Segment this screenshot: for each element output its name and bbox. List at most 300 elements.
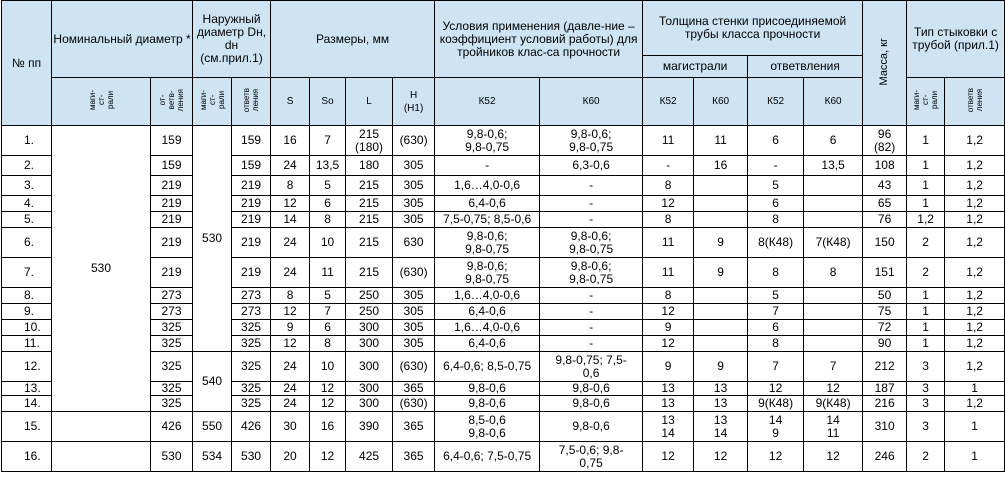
header-wall-branch-k52: К52 — [748, 78, 804, 126]
outer-branch: 273 — [232, 304, 271, 320]
condition-k60: 7,5-0,6; 9,8- 0,75 — [540, 442, 643, 472]
nominal-branch: 219 — [151, 228, 193, 258]
size-l: 215 (180) — [346, 126, 393, 156]
wall-branch-k52: 12 — [748, 442, 804, 472]
outer-main-group: 550 — [193, 412, 232, 442]
outer-branch: 530 — [232, 442, 271, 472]
size-l: 215 — [346, 258, 393, 288]
row-number: 11. — [2, 336, 52, 352]
wall-branch-k60: 7(К48) — [804, 228, 863, 258]
condition-k52: 6,4-0,6; 7,5-0,75 — [435, 442, 540, 472]
condition-k60: 9,8-0,6 — [540, 412, 643, 442]
joint-main: 1 — [907, 196, 945, 212]
table-row — [2, 156, 1005, 176]
condition-k52: 6,4-0,6; 8,5-0,75 — [435, 352, 540, 382]
wall-main-k60 — [694, 212, 748, 228]
wall-branch-k52: 7 — [748, 304, 804, 320]
size-so: 10 — [310, 228, 346, 258]
size-so: 5 — [310, 176, 346, 196]
size-h: 305 — [393, 196, 435, 212]
tees-spec-table — [1, 0, 1005, 472]
table-row — [2, 288, 1005, 304]
joint-branch: 1,2 — [945, 336, 1005, 352]
joint-branch: 1 — [945, 382, 1005, 396]
wall-main-k60 — [694, 196, 748, 212]
wall-branch-k60: 8 — [804, 258, 863, 288]
wall-branch-k60 — [804, 320, 863, 336]
header-wall-main-k52: К52 — [643, 78, 694, 126]
size-s: 30 — [271, 412, 310, 442]
wall-branch-k52: 8 — [748, 336, 804, 352]
wall-branch-k60: 9(К48) — [804, 396, 863, 412]
nominal-branch: 159 — [151, 126, 193, 156]
size-h: 305 — [393, 176, 435, 196]
condition-k60: - — [540, 288, 643, 304]
wall-branch-k52: 6 — [748, 126, 804, 156]
size-h: 630 — [393, 228, 435, 258]
joint-branch: 1,2 — [945, 212, 1005, 228]
outer-branch: 219 — [232, 176, 271, 196]
header-wall-branch: ответвления — [748, 56, 863, 78]
table-row — [2, 382, 1005, 396]
condition-k52: 9,8-0,6; 9,8-0,75 — [435, 228, 540, 258]
condition-k60: - — [540, 304, 643, 320]
size-l: 300 — [346, 382, 393, 396]
joint-branch: 1,2 — [945, 196, 1005, 212]
size-h: 305 — [393, 212, 435, 228]
outer-branch: 219 — [232, 212, 271, 228]
outer-branch: 219 — [232, 258, 271, 288]
outer-branch: 325 — [232, 352, 271, 382]
joint-branch: 1,2 — [945, 258, 1005, 288]
size-l: 250 — [346, 304, 393, 320]
size-h: 305 — [393, 336, 435, 352]
wall-main-k60: 13 — [694, 396, 748, 412]
size-s: 16 — [271, 126, 310, 156]
row-number: 13. — [2, 382, 52, 396]
size-h: 305 — [393, 156, 435, 176]
row-number: 6. — [2, 228, 52, 258]
joint-branch: 1 — [945, 412, 1005, 442]
wall-main-k60 — [694, 320, 748, 336]
wall-main-k60: 9 — [694, 258, 748, 288]
wall-branch-k60 — [804, 336, 863, 352]
mass: 72 — [863, 320, 907, 336]
joint-main: 3 — [907, 382, 945, 396]
outer-branch: 159 — [232, 126, 271, 156]
row-number: 7. — [2, 258, 52, 288]
size-l: 180 — [346, 156, 393, 176]
size-so: 13,5 — [310, 156, 346, 176]
condition-k52: 6,4-0,6 — [435, 304, 540, 320]
size-so: 11 — [310, 258, 346, 288]
size-so: 7 — [310, 126, 346, 156]
size-so: 5 — [310, 288, 346, 304]
header-nominal-main: маги- ст- рали — [52, 78, 151, 126]
header-nominal-diameter: Номинальный диаметр * — [52, 1, 193, 78]
wall-main-k52: 13 14 — [643, 412, 694, 442]
size-s: 12 — [271, 336, 310, 352]
outer-branch: 325 — [232, 382, 271, 396]
mass: 43 — [863, 176, 907, 196]
outer-branch: 426 — [232, 412, 271, 442]
wall-main-k60: 9 — [694, 352, 748, 382]
wall-branch-k52: 12 — [748, 382, 804, 396]
header-wall-main: магистрали — [643, 56, 748, 78]
wall-main-k52: 8 — [643, 288, 694, 304]
wall-main-k52: 11 — [643, 126, 694, 156]
wall-branch-k52: 6 — [748, 196, 804, 212]
mass: 246 — [863, 442, 907, 472]
table-row — [2, 442, 1005, 472]
table-row — [2, 196, 1005, 212]
size-so: 16 — [310, 412, 346, 442]
joint-main: 2 — [907, 258, 945, 288]
joint-branch: 1,2 — [945, 228, 1005, 258]
outer-branch: 273 — [232, 288, 271, 304]
wall-main-k52: 13 — [643, 396, 694, 412]
wall-main-k52: - — [643, 156, 694, 176]
header-l: L — [346, 78, 393, 126]
wall-main-k60 — [694, 288, 748, 304]
header-k52: К52 — [435, 78, 540, 126]
mass: 65 — [863, 196, 907, 212]
joint-branch: 1,2 — [945, 396, 1005, 412]
condition-k52: 6,4-0,6 — [435, 196, 540, 212]
wall-main-k52: 8 — [643, 176, 694, 196]
wall-main-k52: 8 — [643, 212, 694, 228]
size-h: 305 — [393, 304, 435, 320]
mass: 50 — [863, 288, 907, 304]
size-s: 12 — [271, 196, 310, 212]
nominal-branch: 273 — [151, 304, 193, 320]
condition-k52: 6,4-0,6 — [435, 336, 540, 352]
nominal-branch: 219 — [151, 196, 193, 212]
wall-branch-k60: 6 — [804, 126, 863, 156]
size-h: (630) — [393, 126, 435, 156]
table-row — [2, 258, 1005, 288]
nominal-branch: 325 — [151, 382, 193, 396]
condition-k52: 9,8-0,6; 9,8-0,75 — [435, 258, 540, 288]
wall-branch-k52: 8 — [748, 212, 804, 228]
size-so: 12 — [310, 442, 346, 472]
row-number: 9. — [2, 304, 52, 320]
wall-branch-k60 — [804, 212, 863, 228]
wall-branch-k52: 6 — [748, 320, 804, 336]
wall-branch-k52: 8(К48) — [748, 228, 804, 258]
nominal-branch: 219 — [151, 176, 193, 196]
outer-branch: 325 — [232, 320, 271, 336]
table-row — [2, 212, 1005, 228]
size-so: 12 — [310, 382, 346, 396]
joint-branch: 1,2 — [945, 156, 1005, 176]
size-h: 305 — [393, 320, 435, 336]
size-h: (630) — [393, 396, 435, 412]
joint-main: 1 — [907, 336, 945, 352]
header-s: S — [271, 78, 310, 126]
condition-k52: 7,5-0,75; 8,5-0,6 — [435, 212, 540, 228]
wall-main-k52: 12 — [643, 336, 694, 352]
wall-branch-k60: 7 — [804, 352, 863, 382]
nominal-branch: 219 — [151, 258, 193, 288]
wall-main-k60: 13 — [694, 382, 748, 396]
wall-branch-k52: - — [748, 156, 804, 176]
mass: 96 (82) — [863, 126, 907, 156]
condition-k52: 1,6…4,0-0,6 — [435, 320, 540, 336]
size-h: 305 — [393, 288, 435, 304]
header-npp: № пп — [2, 1, 52, 126]
size-so: 10 — [310, 352, 346, 382]
header-outer-branch: ответв ления — [232, 78, 271, 126]
header-outer-diameter: Наружный диаметр Dн, dн (см.прил.1) — [193, 1, 271, 78]
wall-branch-k60 — [804, 288, 863, 304]
mass: 310 — [863, 412, 907, 442]
wall-main-k52: 13 — [643, 382, 694, 396]
row-number: 15. — [2, 412, 52, 442]
nominal-branch: 426 — [151, 412, 193, 442]
condition-k60: 9,8-0,75; 7,5- 0,6 — [540, 352, 643, 382]
wall-main-k60: 11 — [694, 126, 748, 156]
wall-branch-k60: 13,5 — [804, 156, 863, 176]
size-l: 300 — [346, 352, 393, 382]
wall-main-k52: 9 — [643, 320, 694, 336]
joint-branch: 1,2 — [945, 288, 1005, 304]
table-row — [2, 352, 1005, 382]
row-number: 14. — [2, 396, 52, 412]
size-so: 8 — [310, 212, 346, 228]
table-row — [2, 412, 1005, 442]
nominal-branch: 325 — [151, 336, 193, 352]
wall-branch-k60: 14 11 — [804, 412, 863, 442]
outer-main-group: 540 — [193, 352, 232, 412]
wall-main-k52: 12 — [643, 442, 694, 472]
table-row — [2, 304, 1005, 320]
condition-k60: 9,8-0,6; 9,8-0,75 — [540, 228, 643, 258]
mass: 90 — [863, 336, 907, 352]
size-l: 215 — [346, 212, 393, 228]
outer-branch: 159 — [232, 156, 271, 176]
joint-main: 3 — [907, 396, 945, 412]
joint-main: 3 — [907, 352, 945, 382]
size-s: 24 — [271, 396, 310, 412]
mass: 75 — [863, 304, 907, 320]
outer-branch: 219 — [232, 196, 271, 212]
row-number: 2. — [2, 156, 52, 176]
row-number: 10. — [2, 320, 52, 336]
mass: 151 — [863, 258, 907, 288]
header-k60: К60 — [540, 78, 643, 126]
wall-main-k60: 13 14 — [694, 412, 748, 442]
nominal-branch: 273 — [151, 288, 193, 304]
nominal-main-cell — [52, 442, 151, 472]
size-h: 365 — [393, 412, 435, 442]
size-so: 6 — [310, 320, 346, 336]
condition-k60: 9,8-0,6 — [540, 382, 643, 396]
size-s: 24 — [271, 228, 310, 258]
size-l: 300 — [346, 396, 393, 412]
header-wall-branch-k60: К60 — [804, 78, 863, 126]
condition-k60: - — [540, 320, 643, 336]
header-mass: Масса, кг — [863, 1, 907, 126]
size-s: 20 — [271, 442, 310, 472]
size-l: 215 — [346, 228, 393, 258]
size-l: 300 — [346, 336, 393, 352]
mass: 150 — [863, 228, 907, 258]
nominal-branch: 530 — [151, 442, 193, 472]
condition-k60: 9,8-0,6; 9,8-0,75 — [540, 258, 643, 288]
header-h: H (H1) — [393, 78, 435, 126]
header-sizes: Размеры, мм — [271, 1, 435, 78]
wall-main-k52: 9 — [643, 352, 694, 382]
size-l: 215 — [346, 196, 393, 212]
table-row — [2, 228, 1005, 258]
condition-k52: 9,8-0,6 — [435, 396, 540, 412]
size-s: 9 — [271, 320, 310, 336]
joint-main: 3 — [907, 412, 945, 442]
joint-main: 1 — [907, 156, 945, 176]
wall-branch-k52: 5 — [748, 176, 804, 196]
condition-k52: 9,8-0,6 — [435, 382, 540, 396]
wall-main-k60: 12 — [694, 442, 748, 472]
wall-branch-k52: 7 — [748, 352, 804, 382]
joint-main: 1,2 — [907, 212, 945, 228]
wall-main-k60: 9 — [694, 228, 748, 258]
size-s: 8 — [271, 288, 310, 304]
condition-k52: 8,5-0,6 9,8-0,6 — [435, 412, 540, 442]
size-l: 215 — [346, 176, 393, 196]
size-s: 24 — [271, 382, 310, 396]
table-row — [2, 320, 1005, 336]
joint-main: 1 — [907, 126, 945, 156]
header-wall-main-k60: К60 — [694, 78, 748, 126]
header-conditions: Условия применения (давле-ние –коэффициент условий работы) для тройников клас-са прочности — [435, 1, 643, 78]
nominal-branch: 325 — [151, 396, 193, 412]
size-s: 24 — [271, 156, 310, 176]
wall-main-k52: 11 — [643, 228, 694, 258]
size-h: (630) — [393, 352, 435, 382]
row-number: 5. — [2, 212, 52, 228]
header-joint-branch: ответв ления — [945, 78, 1005, 126]
outer-branch: 325 — [232, 336, 271, 352]
size-s: 8 — [271, 176, 310, 196]
joint-branch: 1,2 — [945, 304, 1005, 320]
row-number: 16. — [2, 442, 52, 472]
size-l: 300 — [346, 320, 393, 336]
wall-main-k60 — [694, 304, 748, 320]
joint-main: 1 — [907, 320, 945, 336]
size-s: 24 — [271, 352, 310, 382]
row-number: 3. — [2, 176, 52, 196]
row-number: 12. — [2, 352, 52, 382]
size-h: 365 — [393, 442, 435, 472]
size-l: 390 — [346, 412, 393, 442]
condition-k60: - — [540, 336, 643, 352]
size-so: 12 — [310, 396, 346, 412]
nominal-main-cell — [52, 412, 151, 442]
outer-main-group: 534 — [193, 442, 232, 472]
size-h: 365 — [393, 382, 435, 396]
header-wall-thickness: Толщина стенки присоединяемой трубы класса прочности — [643, 1, 863, 56]
size-l: 250 — [346, 288, 393, 304]
mass: 187 — [863, 382, 907, 396]
condition-k60: 9,8-0,6 — [540, 396, 643, 412]
condition-k60: 9,8-0,6; 9,8-0,75 — [540, 126, 643, 156]
table-row — [2, 396, 1005, 412]
condition-k60: - — [540, 212, 643, 228]
wall-branch-k52: 9(К48) — [748, 396, 804, 412]
joint-main: 1 — [907, 176, 945, 196]
table-row — [2, 126, 1005, 156]
joint-main: 2 — [907, 442, 945, 472]
wall-branch-k52: 8 — [748, 258, 804, 288]
nominal-branch: 159 — [151, 156, 193, 176]
joint-branch: 1,2 — [945, 176, 1005, 196]
nominal-branch: 325 — [151, 320, 193, 336]
size-h: (630) — [393, 258, 435, 288]
wall-main-k60 — [694, 176, 748, 196]
header-nominal-branch: от- ветв- ления — [151, 78, 193, 126]
wall-main-k52: 12 — [643, 304, 694, 320]
row-number: 1. — [2, 126, 52, 156]
joint-branch: 1,2 — [945, 320, 1005, 336]
table-row — [2, 176, 1005, 196]
size-so: 7 — [310, 304, 346, 320]
condition-k60: - — [540, 196, 643, 212]
header-joint-main: маги- ст- рали — [907, 78, 945, 126]
wall-main-k52: 12 — [643, 196, 694, 212]
nominal-branch: 325 — [151, 352, 193, 382]
mass: 216 — [863, 396, 907, 412]
nominal-branch: 219 — [151, 212, 193, 228]
joint-main: 1 — [907, 304, 945, 320]
row-number: 4. — [2, 196, 52, 212]
wall-main-k52: 11 — [643, 258, 694, 288]
joint-main: 1 — [907, 288, 945, 304]
joint-branch: 1 — [945, 442, 1005, 472]
size-s: 24 — [271, 258, 310, 288]
size-so: 6 — [310, 196, 346, 212]
joint-branch: 1,2 — [945, 352, 1005, 382]
wall-branch-k60: 12 — [804, 442, 863, 472]
condition-k60: 6,3-0,6 — [540, 156, 643, 176]
condition-k60: - — [540, 176, 643, 196]
size-s: 14 — [271, 212, 310, 228]
header-joint-type: Тип стыковки с трубой (прил.1) — [907, 1, 1005, 78]
wall-branch-k52: 5 — [748, 288, 804, 304]
table-row — [2, 336, 1005, 352]
size-s: 12 — [271, 304, 310, 320]
outer-main-group: 530 — [193, 126, 232, 352]
mass: 108 — [863, 156, 907, 176]
mass: 212 — [863, 352, 907, 382]
wall-branch-k52: 14 9 — [748, 412, 804, 442]
header-outer-main: маги- ст- рали — [193, 78, 232, 126]
condition-k52: 9,8-0,6; 9,8-0,75 — [435, 126, 540, 156]
nominal-main-group: 530 — [52, 126, 151, 412]
wall-branch-k60 — [804, 304, 863, 320]
size-l: 425 — [346, 442, 393, 472]
joint-branch: 1,2 — [945, 126, 1005, 156]
wall-branch-k60 — [804, 176, 863, 196]
outer-branch: 325 — [232, 396, 271, 412]
row-number: 8. — [2, 288, 52, 304]
outer-branch: 219 — [232, 228, 271, 258]
condition-k52: 1,6…4,0-0,6 — [435, 288, 540, 304]
condition-k52: 1,6…4,0-0,6 — [435, 176, 540, 196]
wall-main-k60 — [694, 336, 748, 352]
wall-branch-k60 — [804, 196, 863, 212]
condition-k52: - — [435, 156, 540, 176]
